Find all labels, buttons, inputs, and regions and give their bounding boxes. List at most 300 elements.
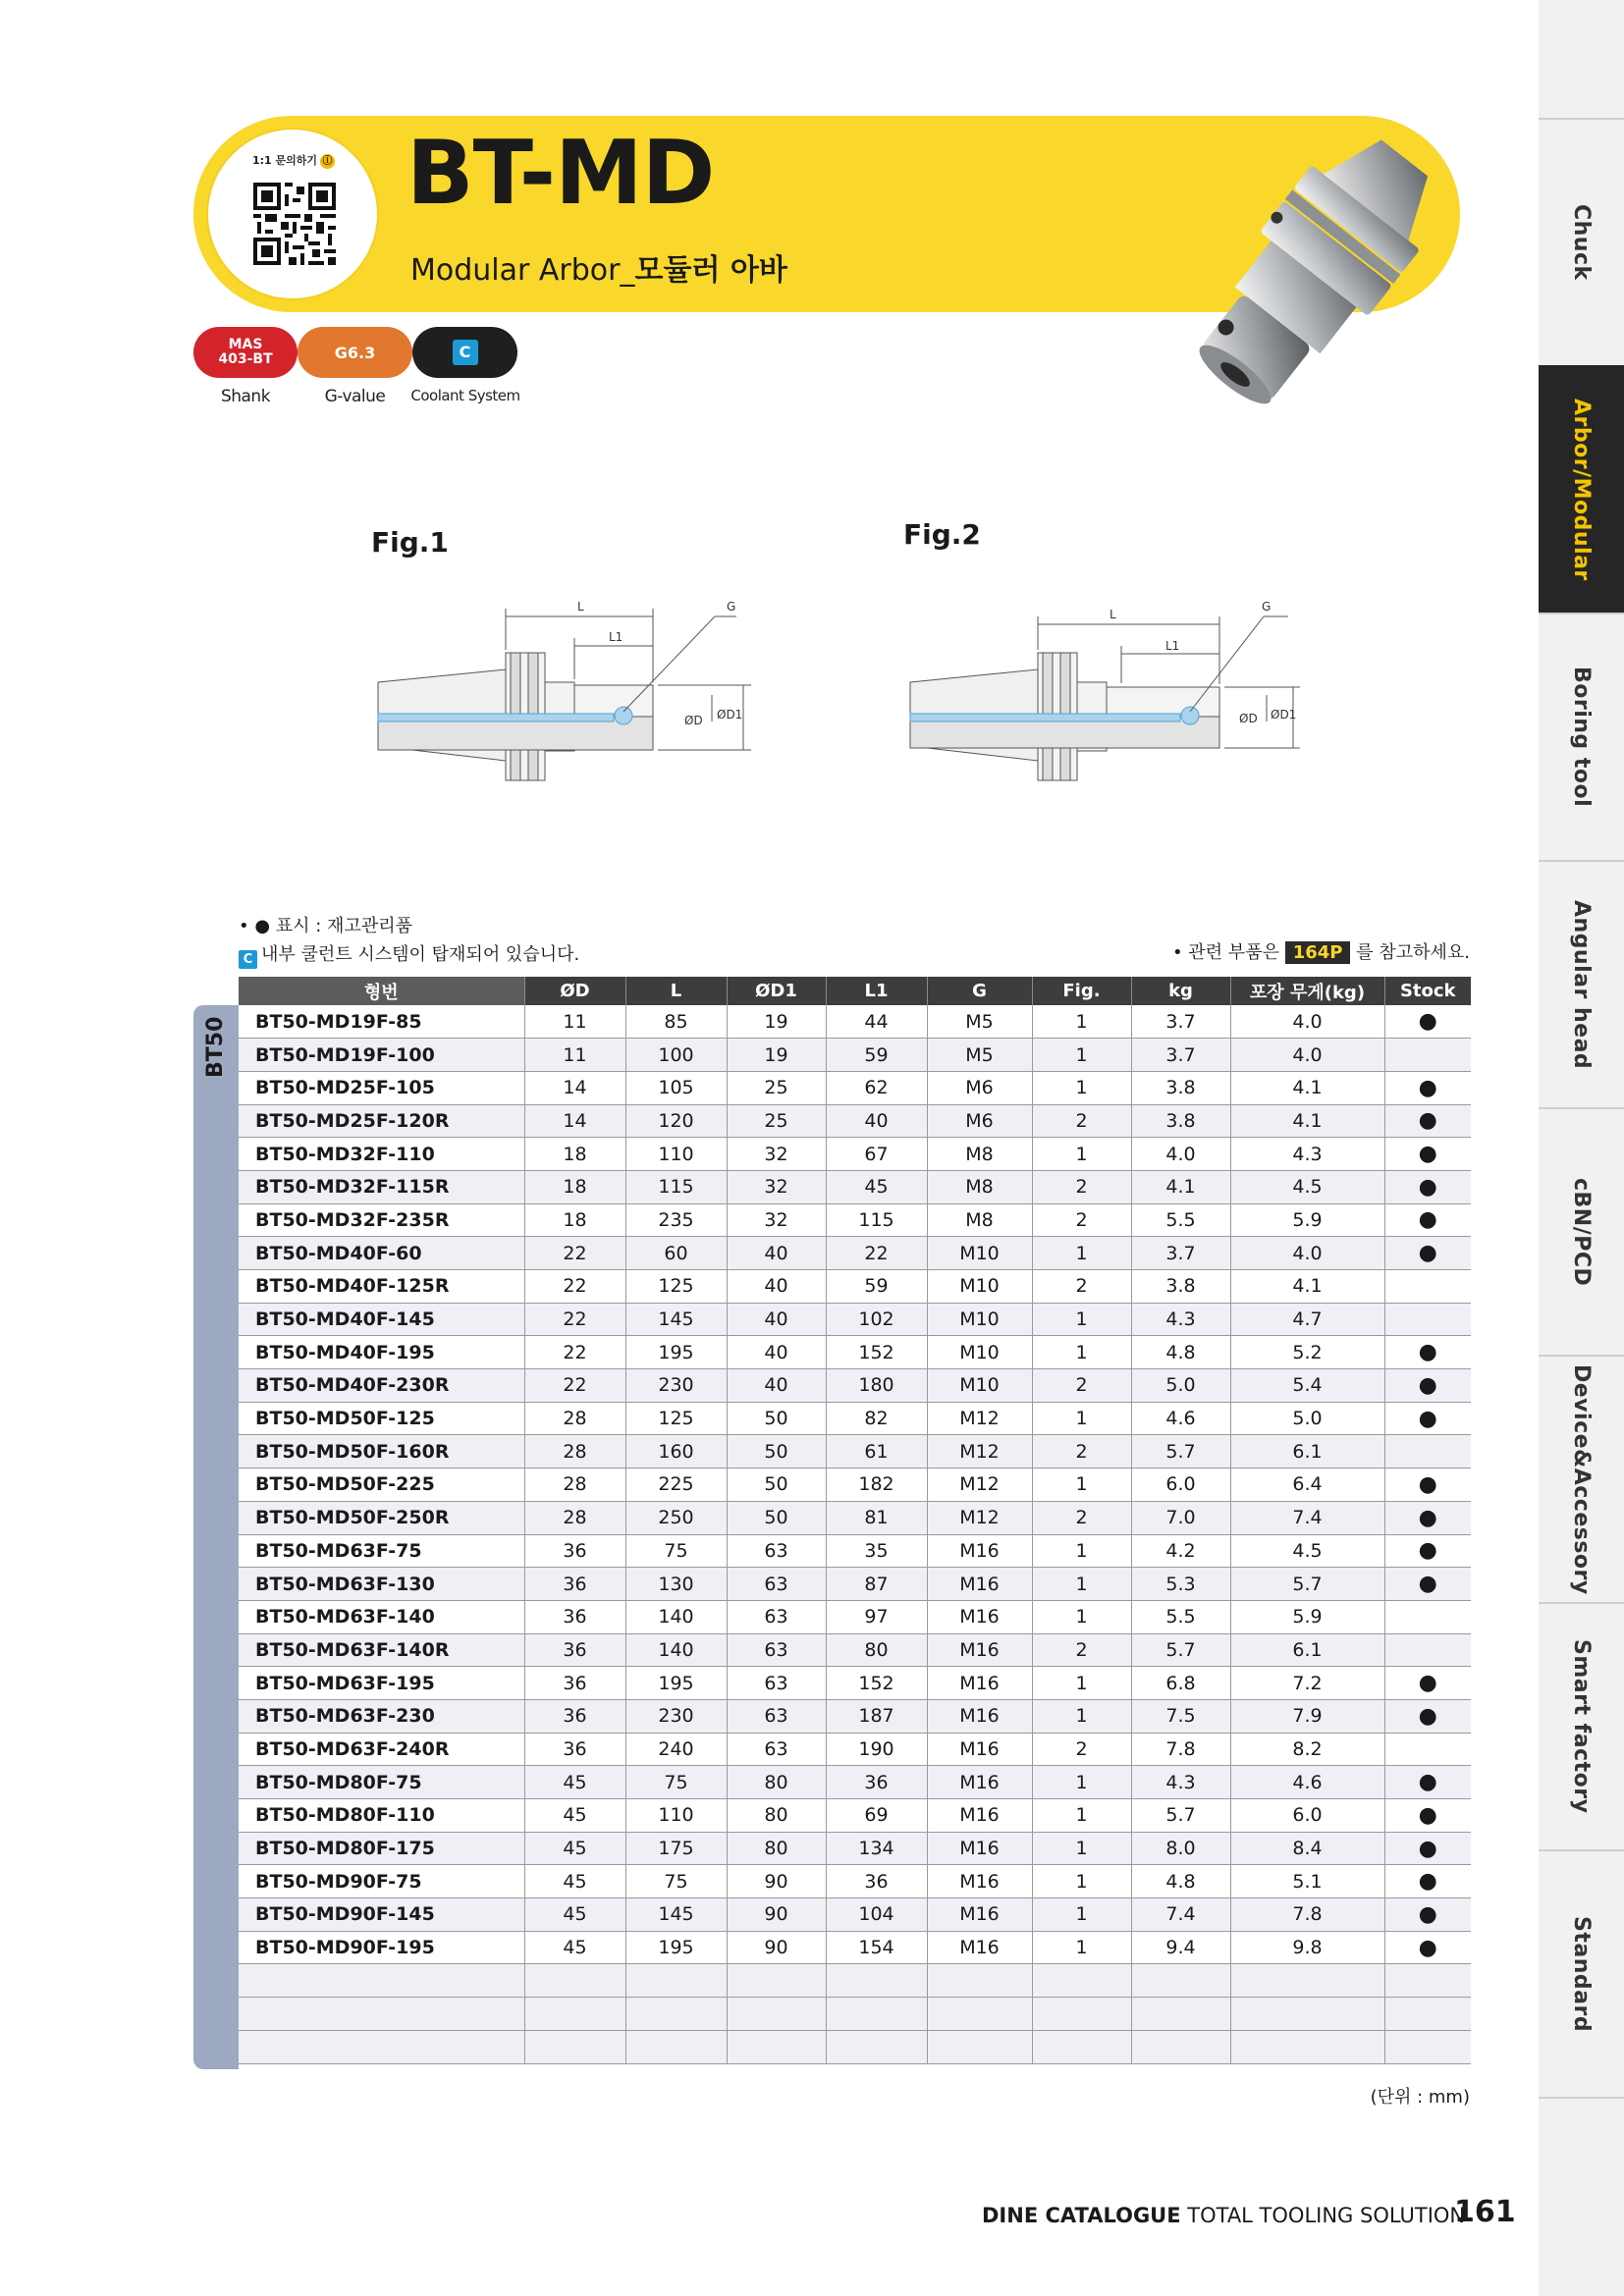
cell-g: M10 xyxy=(927,1270,1032,1304)
cell-kg: 5.5 xyxy=(1131,1600,1230,1633)
cell-d1: 63 xyxy=(727,1667,826,1700)
cell-empty xyxy=(1384,2030,1471,2063)
fig1-dim-d1: ØD1 xyxy=(717,708,743,721)
table-row xyxy=(239,1104,1471,1138)
cell-d1: 50 xyxy=(727,1468,826,1502)
table-row xyxy=(239,1071,1471,1104)
cell-l: 250 xyxy=(625,1501,727,1534)
cell-d1: 40 xyxy=(727,1336,826,1369)
cell-empty xyxy=(1384,1964,1471,1998)
cell-fig: 1 xyxy=(1032,1138,1131,1171)
cell-g: M16 xyxy=(927,1534,1032,1568)
table-row-empty xyxy=(239,1964,1471,1998)
cell-d: 22 xyxy=(524,1303,625,1336)
cell-l1: 104 xyxy=(826,1898,927,1932)
cell-fig: 1 xyxy=(1032,1534,1131,1568)
table-row xyxy=(239,1005,1471,1039)
cell-l: 235 xyxy=(625,1203,727,1237)
cell-g: M10 xyxy=(927,1336,1032,1369)
cell-stock: ● xyxy=(1384,1005,1471,1039)
cell-d: 28 xyxy=(524,1402,625,1435)
cell-kg: 7.4 xyxy=(1131,1898,1230,1932)
cell-empty xyxy=(625,1964,727,1998)
fig2-dim-l1: L1 xyxy=(1165,639,1180,653)
coolant-note-icon: C xyxy=(239,950,257,969)
cell-kg: 5.7 xyxy=(1131,1435,1230,1468)
cell-d: 45 xyxy=(524,1832,625,1865)
side-navigation xyxy=(1539,0,1624,2296)
cell-empty xyxy=(826,1998,927,2031)
table-row xyxy=(239,1534,1471,1568)
table-row xyxy=(239,1336,1471,1369)
cell-model: BT50-MD40F-60 xyxy=(239,1237,524,1270)
cell-empty xyxy=(239,2030,524,2063)
cell-d1: 40 xyxy=(727,1369,826,1403)
cell-l1: 67 xyxy=(826,1138,927,1171)
cell-d: 45 xyxy=(524,1898,625,1932)
qr-caption: 1:1 문의하기 ⓘ xyxy=(252,152,335,169)
cell-model: BT50-MD50F-125 xyxy=(239,1402,524,1435)
cell-g: M16 xyxy=(927,1799,1032,1833)
header-g: G xyxy=(927,977,1032,1005)
cell-l1: 36 xyxy=(826,1865,927,1898)
cell-d1: 19 xyxy=(727,1005,826,1039)
cell-g: M12 xyxy=(927,1435,1032,1468)
cell-pack-weight: 8.2 xyxy=(1230,1733,1384,1766)
cell-d: 22 xyxy=(524,1336,625,1369)
cell-l1: 180 xyxy=(826,1369,927,1403)
cell-model: BT50-MD19F-85 xyxy=(239,1005,524,1039)
table-row xyxy=(239,1633,1471,1667)
cell-d: 36 xyxy=(524,1600,625,1633)
cell-d: 36 xyxy=(524,1733,625,1766)
cell-g: M10 xyxy=(927,1237,1032,1270)
cell-pack-weight: 5.7 xyxy=(1230,1568,1384,1601)
table-row xyxy=(239,1138,1471,1171)
cell-l: 75 xyxy=(625,1766,727,1799)
cell-model: BT50-MD50F-225 xyxy=(239,1468,524,1502)
header-kg: kg xyxy=(1131,977,1230,1005)
cell-empty xyxy=(524,1964,625,1998)
cell-model: BT50-MD50F-250R xyxy=(239,1501,524,1534)
cell-d1: 90 xyxy=(727,1931,826,1964)
page-number: 161 xyxy=(1454,2195,1516,2229)
nav-item-empty xyxy=(1539,2097,1624,2296)
cell-l1: 187 xyxy=(826,1699,927,1733)
cell-g: M6 xyxy=(927,1104,1032,1138)
cell-stock: ● xyxy=(1384,1534,1471,1568)
header-d: ØD xyxy=(524,977,625,1005)
cell-g: M5 xyxy=(927,1005,1032,1039)
cell-stock xyxy=(1384,1039,1471,1072)
cell-empty xyxy=(1032,2030,1131,2063)
cell-g: M16 xyxy=(927,1931,1032,1964)
cell-fig: 1 xyxy=(1032,1303,1131,1336)
cell-g: M16 xyxy=(927,1832,1032,1865)
cell-l: 75 xyxy=(625,1865,727,1898)
table-row xyxy=(239,1203,1471,1237)
cell-l1: 81 xyxy=(826,1501,927,1534)
cell-g: M16 xyxy=(927,1667,1032,1700)
cell-g: M12 xyxy=(927,1468,1032,1502)
fig1-label: Fig.1 xyxy=(371,526,449,559)
cell-g: M10 xyxy=(927,1303,1032,1336)
unit-note: (단위 : mm) xyxy=(1370,2087,1470,2108)
cell-pack-weight: 6.0 xyxy=(1230,1799,1384,1833)
cell-d: 45 xyxy=(524,1766,625,1799)
cell-l1: 80 xyxy=(826,1633,927,1667)
cell-model: BT50-MD25F-120R xyxy=(239,1104,524,1138)
cell-fig: 1 xyxy=(1032,1402,1131,1435)
nav-item-boring-tool[interactable]: Boring tool xyxy=(1539,613,1624,860)
cell-d: 45 xyxy=(524,1799,625,1833)
cell-l1: 97 xyxy=(826,1600,927,1633)
cell-d: 36 xyxy=(524,1667,625,1700)
cell-empty xyxy=(1131,1998,1230,2031)
cell-model: BT50-MD90F-195 xyxy=(239,1931,524,1964)
cell-fig: 1 xyxy=(1032,1931,1131,1964)
cell-kg: 7.8 xyxy=(1131,1733,1230,1766)
cell-kg: 7.5 xyxy=(1131,1699,1230,1733)
header-pack-weight: 포장 무게(kg) xyxy=(1230,977,1384,1005)
header-d1: ØD1 xyxy=(727,977,826,1005)
cell-l: 125 xyxy=(625,1270,727,1304)
cell-d1: 63 xyxy=(727,1733,826,1766)
cell-pack-weight: 8.4 xyxy=(1230,1832,1384,1865)
table-row-empty xyxy=(239,1998,1471,2031)
cell-empty xyxy=(1032,1964,1131,1998)
page-title: BT-MD xyxy=(406,122,715,225)
cell-d1: 63 xyxy=(727,1699,826,1733)
cell-kg: 5.7 xyxy=(1131,1633,1230,1667)
cell-stock: ● xyxy=(1384,1071,1471,1104)
cell-kg: 4.3 xyxy=(1131,1303,1230,1336)
table-row xyxy=(239,1270,1471,1304)
fig1-dim-d: ØD xyxy=(684,714,703,727)
related-page-link[interactable]: 164P xyxy=(1285,941,1351,964)
cell-l1: 102 xyxy=(826,1303,927,1336)
nav-item-angular-head[interactable]: Angular head xyxy=(1539,860,1624,1107)
fig2-dim-g: G xyxy=(1262,600,1272,614)
cell-empty xyxy=(1131,2030,1230,2063)
cell-g: M16 xyxy=(927,1568,1032,1601)
table-row xyxy=(239,1898,1471,1932)
cell-kg: 4.3 xyxy=(1131,1766,1230,1799)
cell-stock: ● xyxy=(1384,1865,1471,1898)
cell-g: M10 xyxy=(927,1369,1032,1403)
cell-empty xyxy=(826,2030,927,2063)
cell-stock xyxy=(1384,1733,1471,1766)
cell-l1: 115 xyxy=(826,1203,927,1237)
cell-g: M8 xyxy=(927,1138,1032,1171)
cell-d: 28 xyxy=(524,1468,625,1502)
cell-g: M16 xyxy=(927,1898,1032,1932)
cell-d: 18 xyxy=(524,1138,625,1171)
cell-empty xyxy=(927,1998,1032,2031)
cell-d: 18 xyxy=(524,1170,625,1203)
cell-d: 36 xyxy=(524,1699,625,1733)
cell-empty xyxy=(1032,1998,1131,2031)
cell-l: 230 xyxy=(625,1699,727,1733)
cell-fig: 2 xyxy=(1032,1733,1131,1766)
cell-fig: 1 xyxy=(1032,1336,1131,1369)
cell-d1: 80 xyxy=(727,1799,826,1833)
cell-g: M8 xyxy=(927,1170,1032,1203)
cell-model: BT50-MD63F-140R xyxy=(239,1633,524,1667)
cell-d1: 50 xyxy=(727,1435,826,1468)
cell-g: M16 xyxy=(927,1733,1032,1766)
header-l: L xyxy=(625,977,727,1005)
cell-g: M16 xyxy=(927,1699,1032,1733)
table-row xyxy=(239,1699,1471,1733)
cell-stock xyxy=(1384,1600,1471,1633)
cell-pack-weight: 4.1 xyxy=(1230,1104,1384,1138)
cell-empty xyxy=(927,2030,1032,2063)
cell-kg: 9.4 xyxy=(1131,1931,1230,1964)
cell-empty xyxy=(1384,1998,1471,2031)
cell-fig: 1 xyxy=(1032,1237,1131,1270)
fig2-dim-d1: ØD1 xyxy=(1271,708,1297,721)
cell-d1: 50 xyxy=(727,1402,826,1435)
cell-l: 140 xyxy=(625,1633,727,1667)
cell-l1: 152 xyxy=(826,1667,927,1700)
cell-d1: 40 xyxy=(727,1237,826,1270)
group-tab: BT50 xyxy=(193,1005,239,2069)
cell-pack-weight: 6.1 xyxy=(1230,1435,1384,1468)
cell-kg: 3.8 xyxy=(1131,1270,1230,1304)
cell-model: BT50-MD32F-115R xyxy=(239,1170,524,1203)
cell-model: BT50-MD63F-140 xyxy=(239,1600,524,1633)
cell-fig: 2 xyxy=(1032,1369,1131,1403)
cell-kg: 5.0 xyxy=(1131,1369,1230,1403)
cell-d1: 32 xyxy=(727,1170,826,1203)
cell-kg: 4.0 xyxy=(1131,1138,1230,1171)
cell-d1: 25 xyxy=(727,1071,826,1104)
footer: DINE CATALOGUE TOTAL TOOLING SOLUTION xyxy=(982,2204,1466,2227)
cell-d1: 63 xyxy=(727,1633,826,1667)
cell-l1: 40 xyxy=(826,1104,927,1138)
cell-d: 36 xyxy=(524,1568,625,1601)
cell-l1: 190 xyxy=(826,1733,927,1766)
cell-g: M16 xyxy=(927,1633,1032,1667)
table-row xyxy=(239,1766,1471,1799)
cell-l1: 82 xyxy=(826,1402,927,1435)
cell-g: M16 xyxy=(927,1766,1032,1799)
cell-l: 230 xyxy=(625,1369,727,1403)
cell-model: BT50-MD63F-240R xyxy=(239,1733,524,1766)
cell-pack-weight: 4.7 xyxy=(1230,1303,1384,1336)
cell-l1: 87 xyxy=(826,1568,927,1601)
cell-d1: 50 xyxy=(727,1501,826,1534)
cell-pack-weight: 5.0 xyxy=(1230,1402,1384,1435)
related-parts-note: • 관련 부품은 164P 를 참고하세요. xyxy=(1171,942,1470,963)
cell-model: BT50-MD40F-125R xyxy=(239,1270,524,1304)
cell-g: M12 xyxy=(927,1501,1032,1534)
cell-pack-weight: 4.3 xyxy=(1230,1138,1384,1171)
cell-model: BT50-MD63F-195 xyxy=(239,1667,524,1700)
cell-l: 105 xyxy=(625,1071,727,1104)
product-photo xyxy=(1149,116,1473,440)
cell-l1: 59 xyxy=(826,1039,927,1072)
cell-empty xyxy=(625,1998,727,2031)
cell-l1: 44 xyxy=(826,1005,927,1039)
cell-pack-weight: 4.6 xyxy=(1230,1766,1384,1799)
cell-g: M16 xyxy=(927,1600,1032,1633)
cell-empty xyxy=(524,2030,625,2063)
cell-d1: 40 xyxy=(727,1270,826,1304)
coolant-icon: C xyxy=(453,340,478,365)
cell-d: 14 xyxy=(524,1071,625,1104)
cell-fig: 1 xyxy=(1032,1865,1131,1898)
coolant-label: Coolant System xyxy=(410,387,520,404)
nav-item-smart-factory[interactable]: Smart factory xyxy=(1539,1602,1624,1849)
cell-empty xyxy=(239,1998,524,2031)
cell-stock xyxy=(1384,1303,1471,1336)
cell-empty xyxy=(1230,1998,1384,2031)
cell-d1: 80 xyxy=(727,1832,826,1865)
cell-d: 28 xyxy=(524,1435,625,1468)
cell-g: M12 xyxy=(927,1402,1032,1435)
table-row xyxy=(239,1600,1471,1633)
cell-kg: 5.3 xyxy=(1131,1568,1230,1601)
table-row xyxy=(239,1865,1471,1898)
cell-model: BT50-MD90F-145 xyxy=(239,1898,524,1932)
fig2-drawing xyxy=(895,589,1308,795)
cell-d: 11 xyxy=(524,1039,625,1072)
cell-fig: 1 xyxy=(1032,1600,1131,1633)
table-row xyxy=(239,1170,1471,1203)
cell-kg: 3.7 xyxy=(1131,1237,1230,1270)
cell-fig: 1 xyxy=(1032,1568,1131,1601)
nav-item-chuck[interactable]: Chuck xyxy=(1539,118,1624,365)
table-row xyxy=(239,1931,1471,1964)
cell-model: BT50-MD40F-145 xyxy=(239,1303,524,1336)
cell-fig: 1 xyxy=(1032,1832,1131,1865)
table-row xyxy=(239,1039,1471,1072)
cell-l: 145 xyxy=(625,1303,727,1336)
cell-stock: ● xyxy=(1384,1667,1471,1700)
header-l1: L1 xyxy=(826,977,927,1005)
spec-table xyxy=(239,977,1471,2064)
cell-d: 36 xyxy=(524,1633,625,1667)
cell-empty xyxy=(1230,1964,1384,1998)
cell-empty xyxy=(1131,1964,1230,1998)
coolant-note: C 내부 쿨런트 시스템이 탑재되어 있습니다. xyxy=(239,940,579,969)
qr-code-icon[interactable] xyxy=(253,183,336,265)
cell-l1: 152 xyxy=(826,1336,927,1369)
cell-model: BT50-MD80F-75 xyxy=(239,1766,524,1799)
table-row xyxy=(239,1402,1471,1435)
table-row xyxy=(239,1303,1471,1336)
cell-pack-weight: 7.9 xyxy=(1230,1699,1384,1733)
cell-fig: 2 xyxy=(1032,1501,1131,1534)
cell-kg: 6.8 xyxy=(1131,1667,1230,1700)
cell-l: 110 xyxy=(625,1138,727,1171)
cell-l1: 36 xyxy=(826,1766,927,1799)
cell-stock: ● xyxy=(1384,1699,1471,1733)
cell-l1: 59 xyxy=(826,1270,927,1304)
cell-l1: 45 xyxy=(826,1170,927,1203)
cell-fig: 2 xyxy=(1032,1203,1131,1237)
cell-pack-weight: 4.1 xyxy=(1230,1071,1384,1104)
cell-d1: 63 xyxy=(727,1600,826,1633)
cell-pack-weight: 4.0 xyxy=(1230,1005,1384,1039)
cell-model: BT50-MD25F-105 xyxy=(239,1071,524,1104)
fig1-dim-l1: L1 xyxy=(609,630,623,644)
cell-d: 22 xyxy=(524,1369,625,1403)
cell-stock: ● xyxy=(1384,1369,1471,1403)
nav-item-arbor-modular[interactable]: Arbor/Modular xyxy=(1539,365,1624,613)
cell-pack-weight: 5.4 xyxy=(1230,1369,1384,1403)
cell-fig: 1 xyxy=(1032,1699,1131,1733)
cell-model: BT50-MD90F-75 xyxy=(239,1865,524,1898)
cell-l: 85 xyxy=(625,1005,727,1039)
table-header-row xyxy=(239,977,1471,1005)
cell-fig: 1 xyxy=(1032,1667,1131,1700)
cell-l1: 154 xyxy=(826,1931,927,1964)
cell-l: 75 xyxy=(625,1534,727,1568)
cell-model: BT50-MD63F-130 xyxy=(239,1568,524,1601)
cell-l: 175 xyxy=(625,1832,727,1865)
cell-stock xyxy=(1384,1633,1471,1667)
header-fig: Fig. xyxy=(1032,977,1131,1005)
coolant-badge xyxy=(412,327,517,378)
g-value-label: G-value xyxy=(324,387,386,406)
cell-fig: 1 xyxy=(1032,1005,1131,1039)
cell-l1: 134 xyxy=(826,1832,927,1865)
cell-l1: 62 xyxy=(826,1071,927,1104)
cell-stock: ● xyxy=(1384,1766,1471,1799)
cell-pack-weight: 6.4 xyxy=(1230,1468,1384,1502)
cell-d1: 40 xyxy=(727,1303,826,1336)
cell-d1: 90 xyxy=(727,1865,826,1898)
cell-kg: 8.0 xyxy=(1131,1832,1230,1865)
cell-l1: 61 xyxy=(826,1435,927,1468)
fig2-label: Fig.2 xyxy=(903,518,981,551)
cell-empty xyxy=(524,1998,625,2031)
table-row-empty xyxy=(239,2030,1471,2063)
cell-model: BT50-MD63F-230 xyxy=(239,1699,524,1733)
nav-item-cbn-pcd[interactable]: cBN/PCD xyxy=(1539,1107,1624,1355)
cell-kg: 3.8 xyxy=(1131,1104,1230,1138)
cell-model: BT50-MD80F-110 xyxy=(239,1799,524,1833)
cell-stock: ● xyxy=(1384,1203,1471,1237)
cell-pack-weight: 5.1 xyxy=(1230,1865,1384,1898)
nav-item-device-accessory[interactable]: Device&Accessory xyxy=(1539,1355,1624,1602)
cell-g: M8 xyxy=(927,1203,1032,1237)
cell-stock: ● xyxy=(1384,1237,1471,1270)
cell-pack-weight: 6.1 xyxy=(1230,1633,1384,1667)
table-row xyxy=(239,1733,1471,1766)
cell-d: 45 xyxy=(524,1931,625,1964)
cell-fig: 2 xyxy=(1032,1270,1131,1304)
cell-d: 22 xyxy=(524,1270,625,1304)
cell-model: BT50-MD40F-195 xyxy=(239,1336,524,1369)
cell-l1: 182 xyxy=(826,1468,927,1502)
cell-d1: 32 xyxy=(727,1138,826,1171)
g-value-badge: G6.3 xyxy=(298,327,412,378)
cell-kg: 7.0 xyxy=(1131,1501,1230,1534)
cell-stock: ● xyxy=(1384,1104,1471,1138)
nav-item-standard[interactable]: Standard xyxy=(1539,1849,1624,2097)
table-row xyxy=(239,1435,1471,1468)
cell-kg: 4.8 xyxy=(1131,1336,1230,1369)
cell-l: 110 xyxy=(625,1799,727,1833)
cell-kg: 5.5 xyxy=(1131,1203,1230,1237)
cell-stock xyxy=(1384,1435,1471,1468)
table-row xyxy=(239,1799,1471,1833)
page-subtitle: Modular Arbor_모듈러 아바 xyxy=(410,253,787,288)
